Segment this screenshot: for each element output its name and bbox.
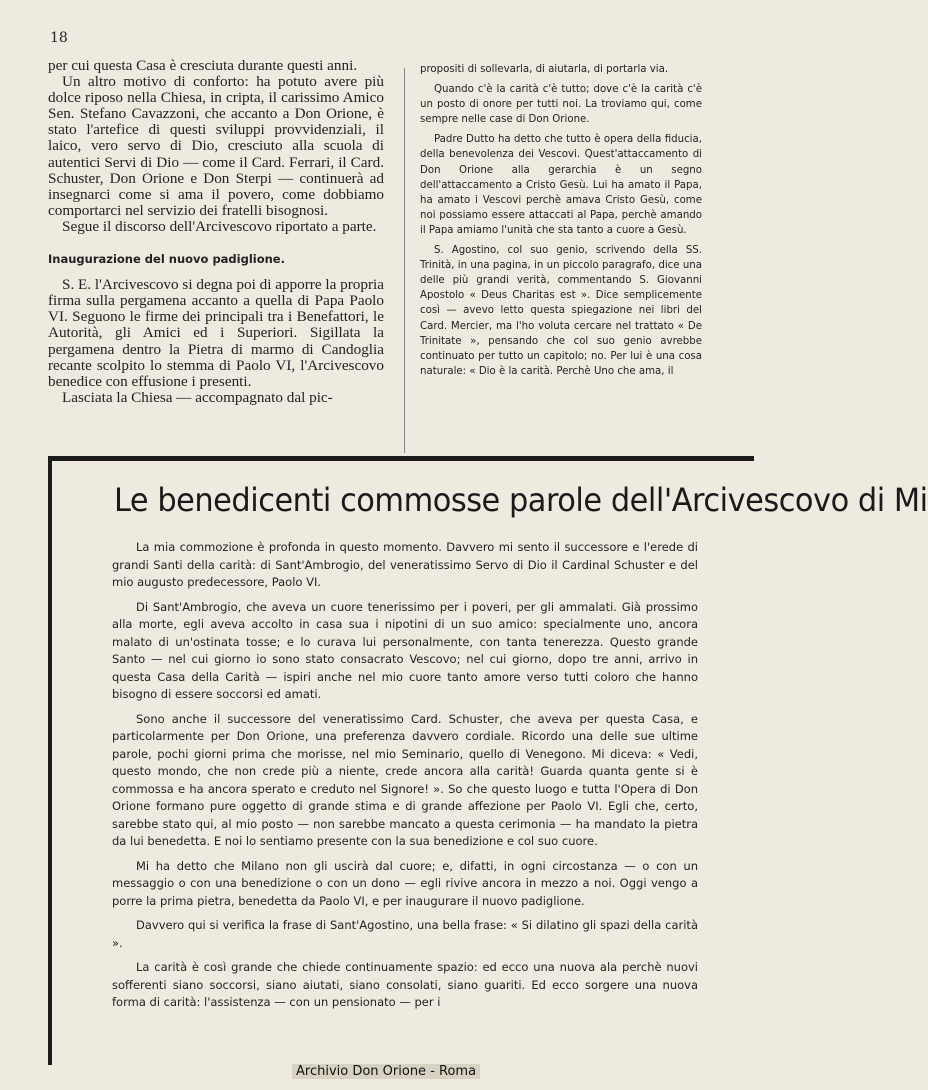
left-paragraph-2: Un altro motivo di conforto: ha potuto avere più dolce riposo nella Chiesa, in cripta, il carissimo Amico Sen. Stefano Cavazzoni, che accanto a Don Orione, è stato l'artefice di questi sviluppi provvidenziali, il laico, vero servo di Dio, cresciuto alla scuola di autentici Servi di Dio — come il Card. Ferrari, il Card. Schuster, Don Orione e Don Sterpi — continuerà ad insegnarci come si ama il povero, come dobbiamo comportarci nel servizio dei fratelli bisognosi.	[48, 73, 384, 219]
page-number: 18	[50, 30, 68, 46]
speech-paragraph: Sono anche il successore del veneratissimo Card. Schuster, che aveva per questa Casa, e particolarmente per Don Orione, una preferenza davvero cordiale. Ricordo una delle sue ultime parole, pochi giorni prima che morisse, nel mio Seminario, quello di Venegono. Mi diceva: « Vedi, questo mondo, che non crede più a niente, crede ancora alla carità! Guarda quanta gente si è commossa e ha ancora sperato e creduto nel Signore! ». So che questo luogo e tutta l'Opera di Don Orione formano pure oggetto di grande stima e di grande affezione per Paolo VI. Egli che, certo, sarebbe stato qui, al mio posto — non sarebbe mancato a questa cerimonia — ha mandato la pietra da lui benedetta. E noi lo sentiamo presente con la sua benedizione e col suo cuore.	[112, 711, 698, 848]
archbishop-speech-box	[48, 456, 928, 1065]
right-paragraph-3: Padre Dutto ha detto che tutto è opera della fiducia, della benevolenza dei Vescovi. Quest'attaccamento di Don Orione alla gerarchia è un segno dell'attaccamento a Cristo Gesù. Lui ha amato il Papa, ha amato i Vescovi perchè amava Cristo Gesù, come noi possiamo essere attaccati al Papa, perchè amando il Papa amiamo l'unità che sta tanto a cuore a Gesù.	[420, 134, 702, 236]
right-paragraph-1: propositi di sollevarla, di aiutarla, di portarla via.	[420, 64, 669, 75]
speech-body	[112, 539, 698, 1019]
left-paragraph-3: Segue il discorso dell'Arcivescovo riportato a parte.	[62, 217, 377, 235]
right-paragraph-4: S. Agostino, col suo genio, scrivendo della SS. Trinità, in una pagina, in un piccolo paragrafo, dice una delle più grandi verità, commentando S. Giovanni Apostolo « Deus Charitas est ». Dice semplicemente così — avevo letto questa spiegazione nei libri del Card. Mercier, ma l'ho voluta cercare nel trattato « De Trinitate », pensando che col suo genio avrebbe continuato per tutto un capitolo; no. Per lui è una cosa naturale: « Dio è la carità. Perchè Uno che ama, il	[420, 245, 702, 377]
section-heading: Inaugurazione del nuovo padiglione.	[48, 252, 285, 267]
right-column	[420, 62, 702, 384]
speech-paragraph: Mi ha detto che Milano non gli uscirà dal cuore; e, difatti, in ogni circostanza — o con un messaggio o con una benedizione o con un dono — egli rivive ancora in mezzo a noi. Oggi vengo a porre la prima pietra, benedetta da Paolo VI, e per inaugurare il nuovo padiglione.	[112, 858, 698, 908]
speech-paragraph: La mia commozione è profonda in questo momento. Davvero mi sento il successore e l'erede di grandi Santi della carità: di Sant'Ambrogio, del veneratissimo Servo di Dio il Cardinal Schuster e del mio augusto predecessore, Paolo VI.	[112, 540, 698, 589]
speech-paragraph: La carità è così grande che chiede continuamente spazio: ed ecco una nuova ala perchè nuovi sofferenti siano soccorsi, siano aiutati, siano consolati, siano guariti. Ed ecco sorgere una nuova forma di carità: l'assistenza — con un pensionato — per i	[112, 960, 698, 1009]
two-column-text	[48, 58, 708, 456]
archive-watermark: Archivio Don Orione - Roma	[292, 1064, 480, 1079]
speech-paragraph: Davvero qui si verifica la frase di Sant'Agostino, una bella frase: « Si dilatino gli spazi della carità ».	[112, 918, 698, 950]
left-paragraph-1: per cui questa Casa è cresciuta durante questi anni.	[48, 57, 358, 74]
left-paragraph-5: Lasciata la Chiesa — accompagnato dal pic-	[62, 388, 333, 406]
column-divider	[404, 68, 405, 453]
speech-title: Le benedicenti commosse parole dell'Arcivescovo di Mi	[114, 481, 928, 519]
right-paragraph-2: Quando c'è la carità c'è tutto; dove c'è la carità c'è un posto di onore per tutti noi. La troviamo qui, come sempre nelle case di Don Orione.	[420, 84, 702, 126]
left-paragraph-4: S. E. l'Arcivescovo si degna poi di apporre la propria firma sulla pergamena accanto a quella di Papa Paolo VI. Seguono le firme dei principali tra i Benefattori, le Autorità, gli Amici ed i Superiori. Sigillata la pergamena dentro la Pietra di marmo di Candoglia recante scolpito lo stemma di Paolo VI, l'Arcivescovo benedice con effusione i presenti.	[48, 276, 385, 390]
speech-paragraph: Di Sant'Ambrogio, che aveva un cuore tenerissimo per i poveri, per gli ammalati. Già prossimo alla morte, egli aveva accolto in casa sua i nipotini di un suo amico: specialmente uno, ancora malato di un'ostinata tosse; e lo curava lui personalmente, con tanta tenerezza. Questo grande Santo — nel cui giorno io sono stato consacrato Vescovo; nel cui giorno, dopo tre anni, arrivo in questa Casa della Carità — ispiri anche nel mio cuore tanto amore verso tutti coloro che hanno bisogno di essere soccorsi ed amati.	[112, 599, 698, 701]
left-column	[48, 58, 384, 406]
